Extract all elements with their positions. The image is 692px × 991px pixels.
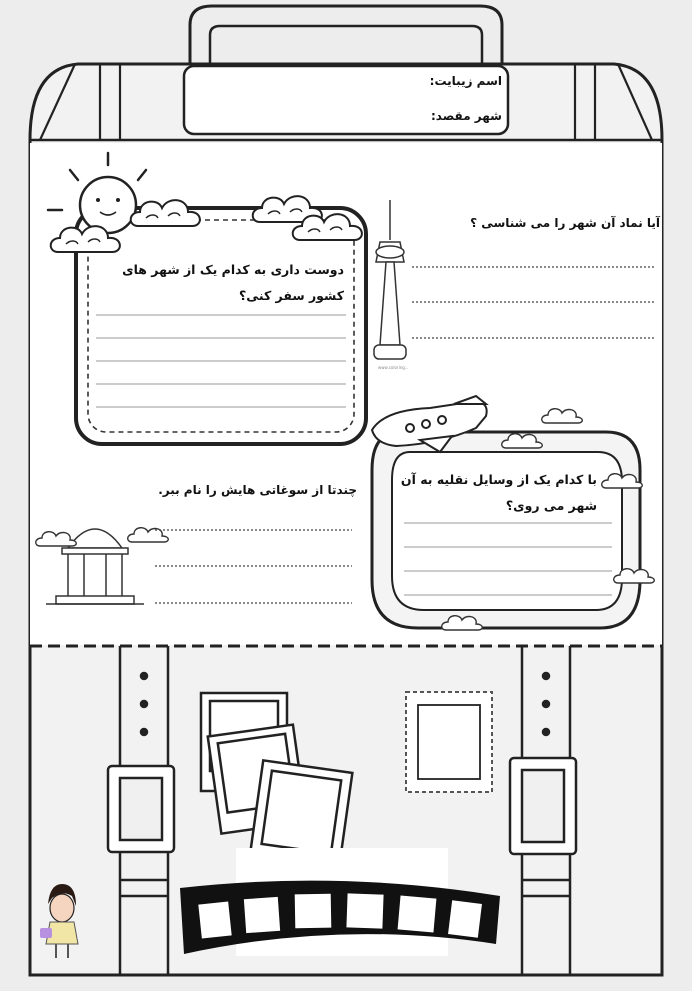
watermark-text: www.coloring... [378,365,409,370]
vehicle-question: با کدام یک از وسایل نقلیه به آن شهر می روی؟ [400,472,597,513]
destination-label: شهر مقصد: [431,109,502,123]
symbol-question: آیا نماد آن شهر را می شناسی ؟ [470,216,660,230]
suitcase-handle [190,6,502,65]
name-label: اسم زیبایت: [429,74,502,88]
travel-city-question: دوست داری به کدام یک از شهر های کشور سفر کنی؟ [122,262,344,303]
souvenirs-question: چندتا از سوغاتی هایش را نام ببر. [158,483,357,497]
stamp-frame [406,692,492,792]
vehicle-card [372,432,640,628]
